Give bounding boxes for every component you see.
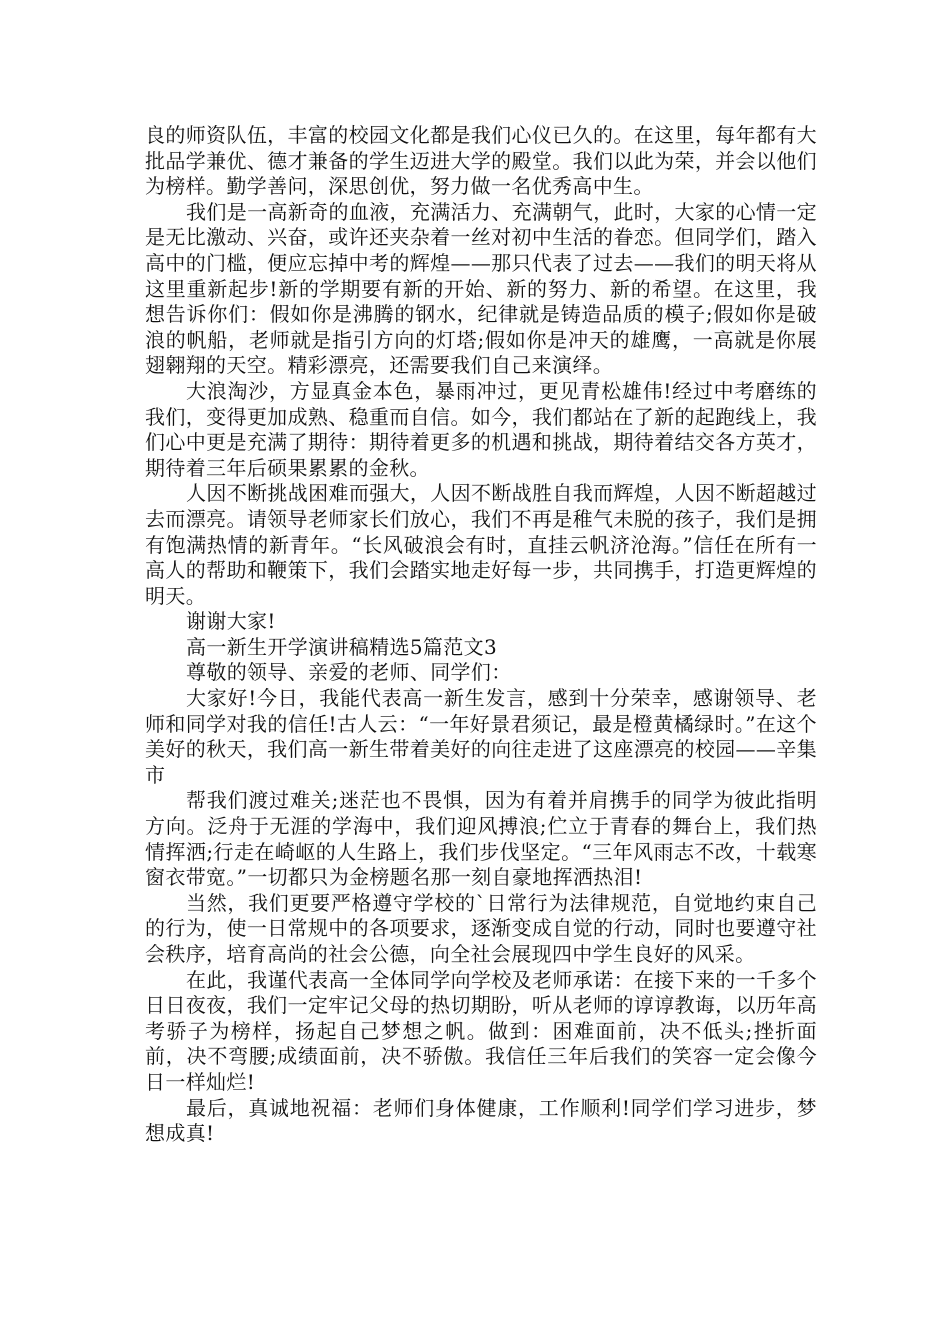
paragraph-11: 在此，我谨代表高一全体同学向学校及老师承诺：在接下来的一千多个日日夜夜，我们一定牢记父母的热切期盼，听从老师的谆谆教诲，以历年高考骄子为榜样，扬起自己梦想之帆。做到：困难面前，决不低头;挫折面前，决不弯腰;成绩面前，决不骄傲。我信任三年后我们的笑容一定会像今日一样灿烂! <box>145 967 817 1094</box>
paragraph-9: 帮我们渡过难关;迷茫也不畏惧，因为有着并肩携手的同学为彼此指明方向。泛舟于无涯的学海中，我们迎风搏浪;伫立于青春的舞台上，我们热情挥洒;行走在崎岖的人生路上，我们步伐坚定。“三年风雨志不改，十载寒窗衣带宽。”一切都只为金榜题名那一刻自豪地挥洒热泪! <box>145 788 817 890</box>
paragraph-10: 当然，我们更要严格遵守学校的`日常行为法律规范，自觉地约束自己的行为，使一日常规中的各项要求，逐渐变成自觉的行动，同时也要遵守社会秩序，培育高尚的社会公德，向全社会展现四中学生良好的风采。 <box>145 890 817 966</box>
paragraph-3: 大浪淘沙，方显真金本色，暴雨冲过，更见青松雄伟!经过中考磨练的我们，变得更加成熟、稳重而自信。如今，我们都站在了新的起跑线上，我们心中更是充满了期待：期待着更多的机遇和挑战，期待着结交各方英才，期待着三年后硕果累累的金秋。 <box>145 378 817 480</box>
paragraph-8: 大家好!今日，我能代表高一新生发言，感到十分荣幸，感谢领导、老师和同学对我的信任!古人云：“一年好景君须记，最是橙黄橘绿时。”在这个美好的秋天，我们高一新生带着美好的向往走进了这座漂亮的校园——辛集市 <box>145 686 817 787</box>
salutation: 尊敬的领导、亲爱的老师、同学们： <box>186 660 512 685</box>
paragraph-2: 我们是一高新奇的血液，充满活力、充满朝气，此时，大家的心情一定是无比激动、兴奋，或许还夹杂着一丝对初中生活的眷恋。但同学们，踏入高中的门槛，便应忘掉中考的辉煌——那只代表了过去——我们的明天将从这里重新起步!新的学期要有新的开始、新的努力、新的希望。在这里，我想告诉你们：假如你是沸腾的钢水，纪律就是铸造品质的模子;假如你是破浪的帆船，老师就是指引方向的灯塔;假如你是冲天的雄鹰，一高就是你展翅翱翔的天空。精彩漂亮，还需要我们自己来演绎。 <box>145 199 817 378</box>
paragraph-1: 良的师资队伍，丰富的校园文化都是我们心仪已久的。在这里，每年都有大批品学兼优、德才兼备的学生迈进大学的殿堂。我们以此为荣，并会以他们为榜样。勤学善问，深思创优，努力做一名优秀高中生。 <box>145 123 817 199</box>
document-body <box>145 123 817 1147</box>
thanks-line: 谢谢大家! <box>186 609 276 634</box>
paragraph-12: 最后，真诚地祝福：老师们身体健康，工作顺利!同学们学习进步，梦想成真! <box>145 1095 817 1146</box>
paragraph-4: 人因不断挑战困难而强大，人因不断战胜自我而辉煌，人因不断超越过去而漂亮。请领导老师家长们放心，我们不再是稚气未脱的孩子，我们是拥有饱满热情的新青年。“长风破浪会有时，直挂云帆济沧海。”信任在所有一高人的帮助和鞭策下，我们会踏实地走好每一步，共同携手，打造更辉煌的明天。 <box>145 481 817 608</box>
section-title: 高一新生开学演讲稿精选5篇范文3 <box>186 634 498 659</box>
